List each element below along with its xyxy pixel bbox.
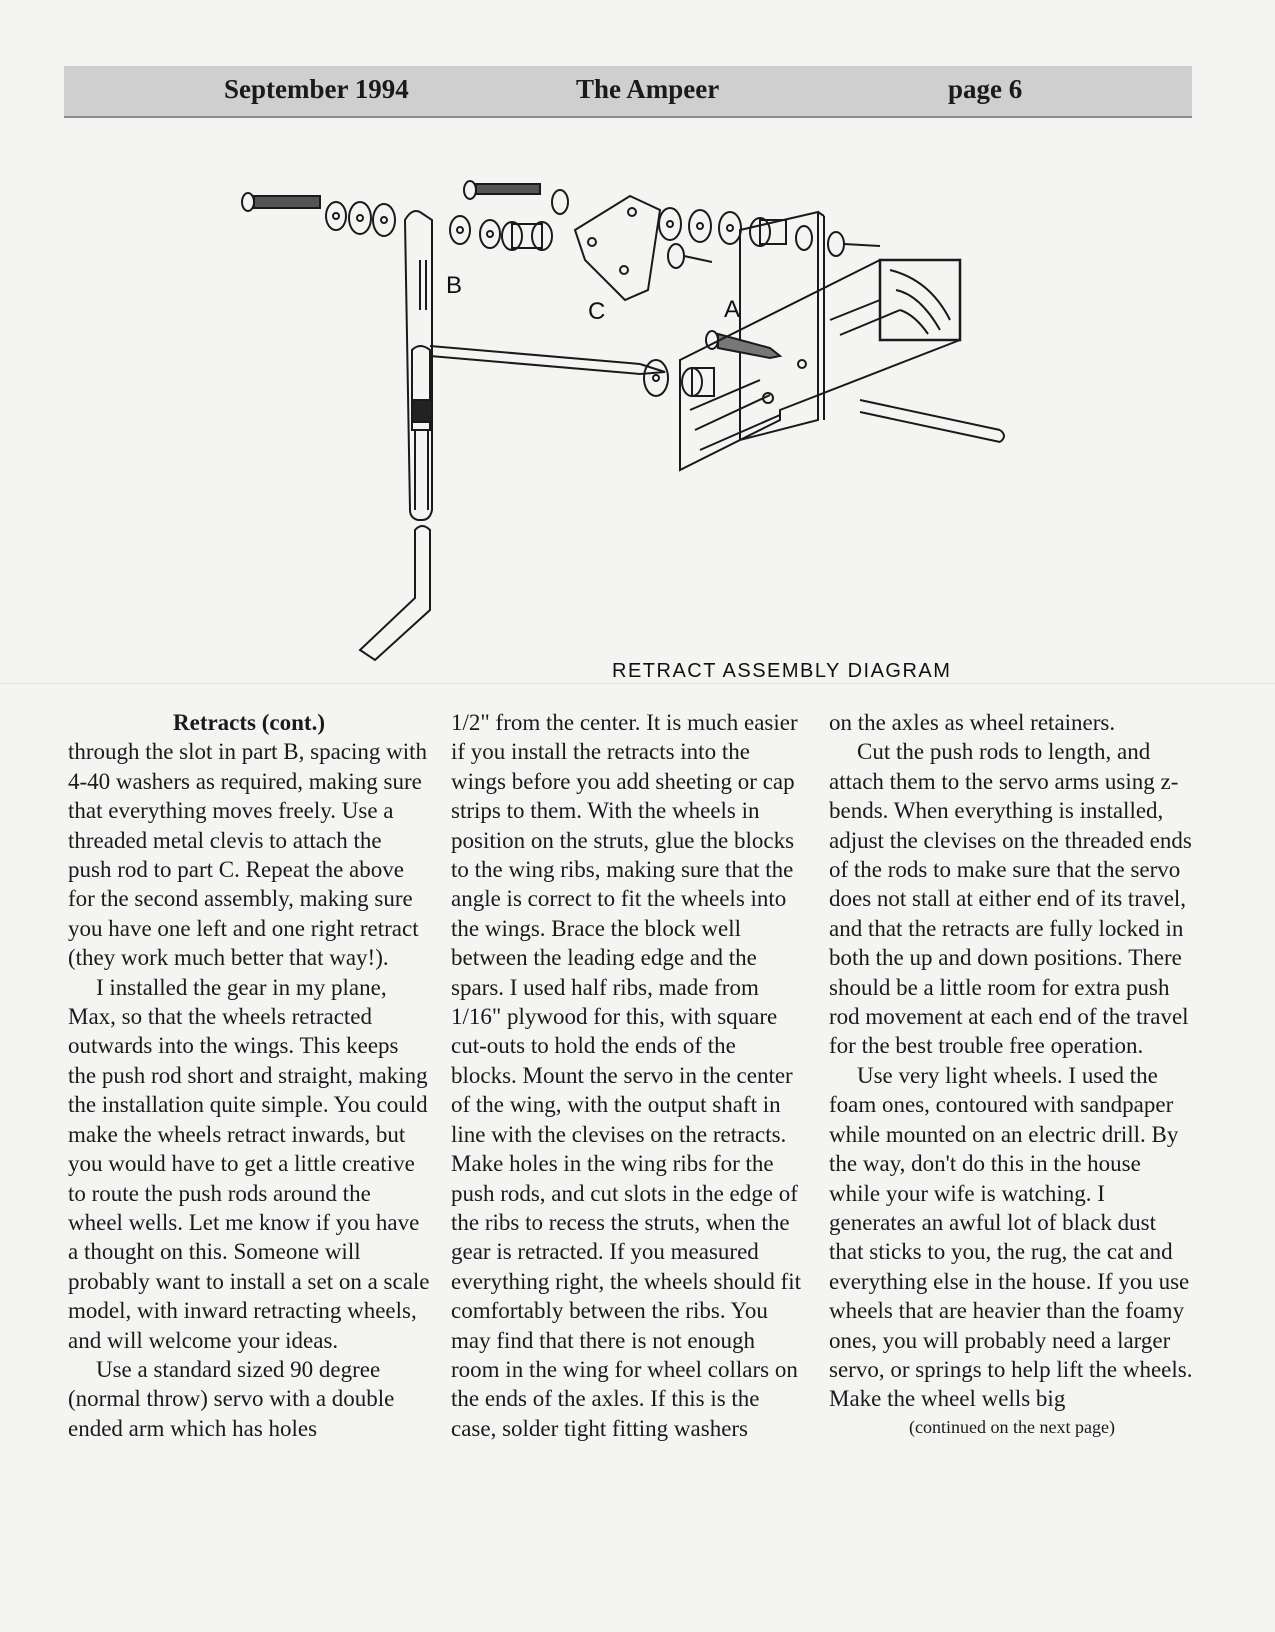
paragraph: Use very light wheels. I used the foam ones, contoured with sandpaper while mounted on an electric drill. By the way, don't do this in the house while your wife is watching. I generates an awful lot of black dust that sticks to you, the rug, the cat and everything else in the house. If you use wheels that are heavier than the foamy ones, you will probably need a larger servo, or springs to help lift the wheels. Make the wheel wells big: [829, 1062, 1193, 1412]
label-part-c: C: [588, 298, 606, 325]
paragraph: Cut the push rods to length, and attach them to the servo arms using z-bends. When everything is installed, adjust the clevises on the threaded ends of the rods to make sure that the servo does not stall at either end of its travel, and that the retracts are fully locked in both the up and down positions. There should be a little room for extra push rod movement at each end of the travel for the best trouble free operation.: [829, 739, 1192, 1059]
article-heading: Retracts (cont.): [173, 710, 325, 735]
retract-assembly-diagram: [0, 120, 1275, 690]
paragraph: through the slot in part B, spacing with 4-40 washers as required, making sure that everything moves freely. Use a threaded metal clevis to attach the push rod to part C. Repeat the above for the second assembly, making sure you have one left and one right retract (they work much better that way!).: [68, 739, 428, 971]
paragraph: on the axles as wheel retainers.: [829, 710, 1116, 735]
wood-block: [680, 260, 1004, 470]
paragraph: Use a standard sized 90 degree (normal throw) servo with a double ended arm which has holes: [68, 1356, 395, 1441]
page-number: page 6: [948, 74, 1023, 104]
article-column-1: [68, 708, 430, 1443]
article-column-2: [451, 708, 803, 1443]
screw-left: [242, 193, 320, 211]
push-rod: [430, 346, 665, 374]
page-header: [64, 66, 1192, 118]
newsletter-title: The Ampeer: [576, 74, 720, 104]
screw-middle: [464, 181, 568, 214]
label-part-a: A: [724, 296, 741, 323]
part-b-strut: [360, 211, 432, 660]
header-date: September 1994: [224, 74, 409, 104]
diagram-drawing: [0, 120, 1275, 690]
continued-note: (continued on the next page): [909, 1416, 1115, 1437]
part-c-plate: [575, 196, 660, 300]
wood-screw: [706, 331, 780, 358]
label-part-b: B: [446, 272, 463, 299]
part-a-bracket: [740, 212, 824, 440]
paragraph: I installed the gear in my plane, Max, so that the wheels retracted outwards into the wings. This keeps the push rod short and straight, making the installation quite simple. You could make the wheels retract inwards, but you would have to get a little creative to route the push rods around the wheel wells. Let me know if you have a thought on this. Someone will probably want to install a set on a scale model, with inward retracting wheels, and will welcome your ideas.: [68, 974, 430, 1353]
article-column-3: [829, 708, 1195, 1440]
washers-middle: [450, 216, 552, 250]
paragraph: 1/2" from the center. It is much easier if you install the retracts into the wings before you add sheeting or cap strips to them. With the wheels in position on the struts, glue the blocks to the wing ribs, making sure that the angle is correct to fit the wheels into the wings. Brace the block well between the leading edge and the spars. I used half ribs, made from 1/16" plywood for this, with square cut-outs to hold the ends of the blocks. Mount the servo in the center of the wing, with the output shaft in line with the clevises on the retracts. Make holes in the wing ribs for the push rods, and cut slots in the edge of the ribs to recess the struts, when the gear is retracted. If you measured everything right, the wheels should fit comfortably between the ribs. You may find that there is not enough room in the wing for wheel collars on the ends of the axles. If this is the case, solder tight fitting washers: [451, 710, 802, 1441]
washers-left: [326, 202, 395, 236]
section-divider: [0, 683, 1275, 684]
diagram-caption: RETRACT ASSEMBLY DIAGRAM: [612, 660, 952, 682]
washers-right: [659, 208, 880, 268]
